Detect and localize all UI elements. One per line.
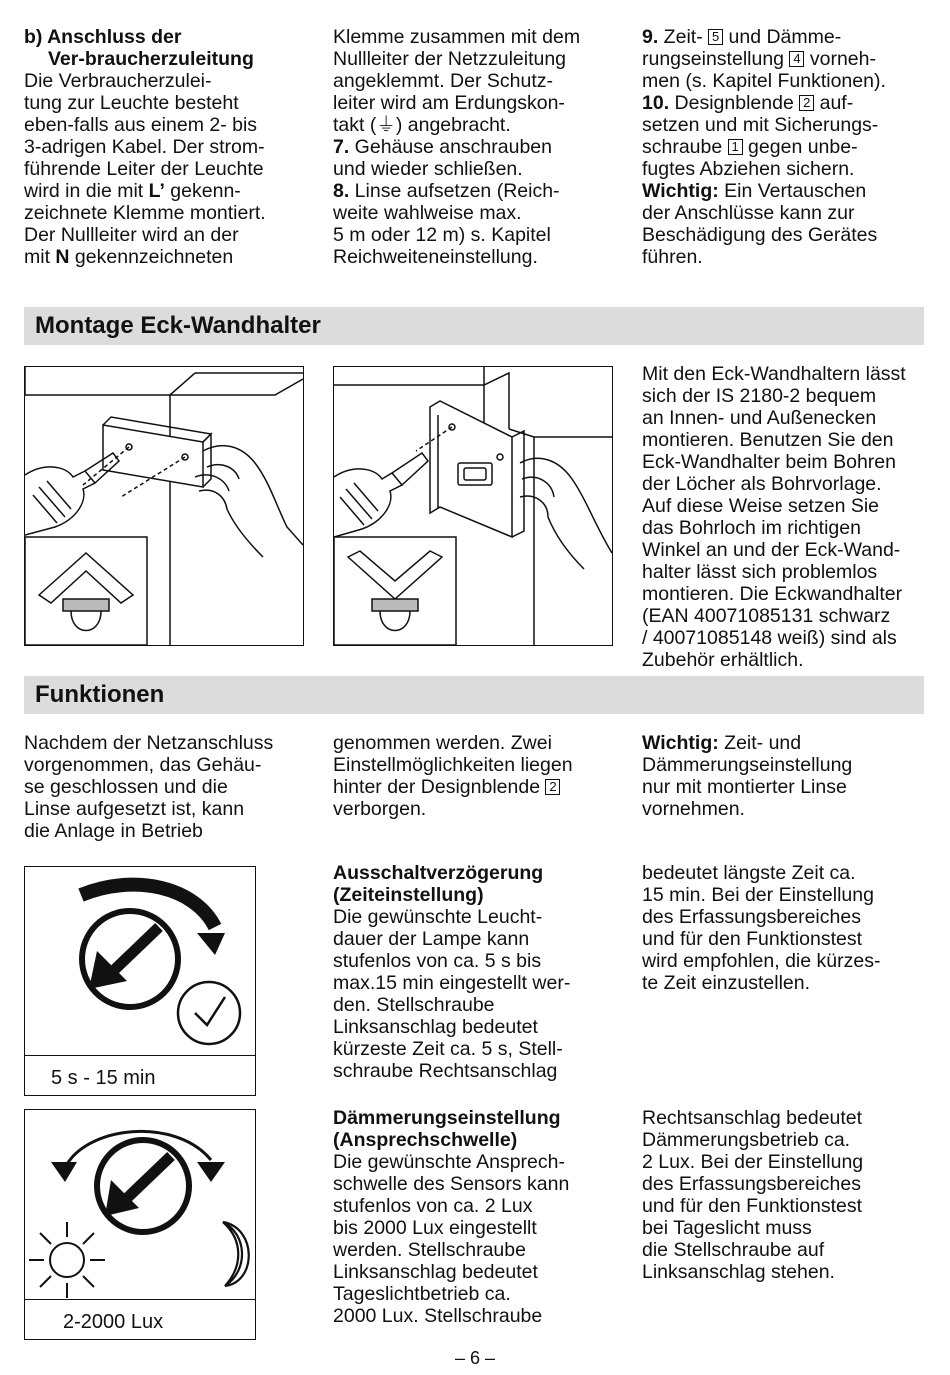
text-line: der Löcher als Bohrvorlage. xyxy=(642,473,882,495)
connection-heading-line1: b) Anschluss der xyxy=(24,26,182,48)
clock-icon xyxy=(178,982,240,1044)
text-line xyxy=(333,776,623,798)
lux-range-caption xyxy=(25,1299,255,1339)
functions-column-3 xyxy=(642,732,932,820)
text-line: 2000 Lux. Stellschraube xyxy=(333,1305,543,1327)
step-number: 7. xyxy=(333,136,350,158)
text-line: leiter wird am Erdungskon- xyxy=(333,92,565,114)
text-line: angeklemmt. Der Schutz- xyxy=(333,70,553,92)
terminal-n-mark: N xyxy=(55,246,70,268)
text-line: 5 m oder 12 m) s. Kapitel xyxy=(333,224,551,246)
callout-box-2: 2 xyxy=(799,95,814,111)
text-fragment: Linse aufsetzen (Reich- xyxy=(349,180,560,202)
top-column-2 xyxy=(333,26,623,268)
text-line xyxy=(24,180,314,202)
step-9 xyxy=(642,26,932,48)
page-number: – 6 – xyxy=(454,1348,496,1368)
text-line: Der Nullleiter wird an der xyxy=(24,224,239,246)
twilight-heading-line2: (Ansprechschwelle) xyxy=(333,1129,518,1151)
text-line: Beschädigung des Gerätes xyxy=(642,224,878,246)
text-line: Linse aufgesetzt ist, kann xyxy=(24,798,245,820)
drill-mount-inner-corner-icon xyxy=(333,366,613,646)
text-line: bei Tageslicht muss xyxy=(642,1217,812,1239)
text-line: stufenlos von ca. 2 Lux xyxy=(333,1195,533,1217)
text-line: und für den Funktionstest xyxy=(642,928,863,950)
text-line: montieren. Die Eckwandhalter xyxy=(642,583,903,605)
time-range-caption xyxy=(25,1055,255,1095)
text-line: werden. Stellschraube xyxy=(333,1239,526,1261)
connection-heading-line2: Ver-braucherzuleitung xyxy=(48,48,254,70)
text-line xyxy=(642,48,932,70)
text-line: (EAN 40071085131 schwarz xyxy=(642,605,891,627)
text-line: Zubehör erhältlich. xyxy=(642,649,804,671)
text-fragment: und Dämme- xyxy=(723,26,842,48)
callout-box-5: 5 xyxy=(708,29,723,45)
text-line: Linksanschlag bedeutet xyxy=(333,1261,538,1283)
time-range-value: 5 s - 15 min xyxy=(51,1067,156,1089)
text-line: 15 min. Bei der Einstellung xyxy=(642,884,874,906)
lux-range-value: 2-2000 Lux xyxy=(63,1311,164,1333)
top-column-1 xyxy=(24,26,314,268)
text-fragment: rungseinstellung xyxy=(642,48,790,70)
text-line: Die gewünschte Ansprech- xyxy=(333,1151,565,1173)
step-number: 9. xyxy=(642,26,659,48)
text-line: halter lässt sich problemlos xyxy=(642,561,878,583)
twilight-setting-figure xyxy=(24,1109,256,1340)
text-line: nur mit montierter Linse xyxy=(642,776,847,798)
functions-column-2 xyxy=(333,732,623,820)
text-line: vorgenommen, das Gehäu- xyxy=(24,754,262,776)
step-10 xyxy=(642,92,932,114)
section-title-mounting: Montage Eck-Wandhalter xyxy=(35,312,321,339)
text-fragment: vorneh- xyxy=(804,48,876,70)
text-line: Eck-Wandhalter beim Bohren xyxy=(642,451,896,473)
text-line: Winkel an und der Eck-Wand- xyxy=(642,539,901,561)
sun-icon xyxy=(29,1222,105,1298)
text-line: te Zeit einzustellen. xyxy=(642,972,811,994)
text-line: setzen und mit Sicherungs- xyxy=(642,114,879,136)
callout-box-1: 1 xyxy=(728,139,743,155)
text-line: men (s. Kapitel Funktionen). xyxy=(642,70,886,92)
text-line: Reichweiteneinstellung. xyxy=(333,246,538,268)
text-line: des Erfassungsbereiches xyxy=(642,1173,861,1195)
text-line: schraube Rechtsanschlag xyxy=(333,1060,558,1082)
twilight-heading-line1: Dämmerungseinstellung xyxy=(333,1107,561,1129)
text-line: se geschlossen und die xyxy=(24,776,228,798)
text-line: Linksanschlag stehen. xyxy=(642,1261,835,1283)
text-line: führen. xyxy=(642,246,703,268)
text-fragment: gegen unbe- xyxy=(742,136,858,158)
text-line: wird empfohlen, die kürzes- xyxy=(642,950,881,972)
text-line: der Anschlüsse kann zur xyxy=(642,202,855,224)
text-line: Nachdem der Netzanschluss xyxy=(24,732,274,754)
text-line: genommen werden. Zwei xyxy=(333,732,552,754)
text-line: verborgen. xyxy=(333,798,427,820)
section-band-mounting xyxy=(24,307,924,345)
text-line: die Stellschraube auf xyxy=(642,1239,825,1261)
moon-icon xyxy=(223,1222,249,1286)
time-setting-figure xyxy=(24,866,256,1096)
text-line: Dämmerungseinstellung xyxy=(642,754,853,776)
warning-line xyxy=(642,732,932,754)
step-number: 8. xyxy=(333,180,350,202)
text-line: weite wahlweise max. xyxy=(333,202,522,224)
warning-label: Wichtig: xyxy=(642,732,719,754)
text-line: bis 2000 Lux eingestellt xyxy=(333,1217,537,1239)
text-line: eben-falls aus einem 2- bis xyxy=(24,114,258,136)
text-line: Tageslichtbetrieb ca. xyxy=(333,1283,511,1305)
text-fragment: auf- xyxy=(814,92,854,114)
section-band-functions xyxy=(24,676,924,714)
text-line: Dämmerungsbetrieb ca. xyxy=(642,1129,851,1151)
text-line: dauer der Lampe kann xyxy=(333,928,530,950)
text-line xyxy=(24,246,314,268)
twilight-knob-icon xyxy=(25,1110,255,1300)
text-line: und wieder schließen. xyxy=(333,158,523,180)
time-setting-text-cont xyxy=(642,862,932,994)
step-8 xyxy=(333,180,623,202)
text-line: des Erfassungsbereiches xyxy=(642,906,861,928)
step-number: 10. xyxy=(642,92,670,114)
text-line: Die Verbraucherzulei- xyxy=(24,70,212,92)
text-line: Klemme zusammen mit dem xyxy=(333,26,581,48)
twilight-setting-text xyxy=(333,1107,623,1327)
time-heading-line2: (Zeiteinstellung) xyxy=(333,884,484,906)
text-line: 3-adrigen Kabel. Der strom- xyxy=(24,136,265,158)
text-line: fugtes Abziehen sichern. xyxy=(642,158,855,180)
text-fragment: Ein Vertauschen xyxy=(718,180,867,202)
text-fragment: gekenn- xyxy=(164,180,241,202)
text-line: tung zur Leuchte besteht xyxy=(24,92,239,114)
text-line: bedeutet längste Zeit ca. xyxy=(642,862,856,884)
text-line: das Bohrloch im richtigen xyxy=(642,517,861,539)
text-fragment: gekennzeichneten xyxy=(69,246,234,268)
text-line: Mit den Eck-Wandhaltern lässt xyxy=(642,363,906,385)
step-7 xyxy=(333,136,623,158)
twilight-setting-text-cont xyxy=(642,1107,932,1283)
text-line: und für den Funktionstest xyxy=(642,1195,863,1217)
warning-label: Wichtig: xyxy=(642,180,719,202)
text-line: stufenlos von ca. 5 s bis xyxy=(333,950,542,972)
text-line: schwelle des Sensors kann xyxy=(333,1173,570,1195)
text-fragment: mit xyxy=(24,246,56,268)
text-line: Auf diese Weise setzen Sie xyxy=(642,495,880,517)
time-knob-icon xyxy=(25,867,255,1055)
time-setting-text xyxy=(333,862,623,1082)
text-line: max.15 min eingestellt wer- xyxy=(333,972,571,994)
text-line: führende Leiter der Leuchte xyxy=(24,158,264,180)
terminal-l-mark: L’ xyxy=(148,180,165,202)
text-fragment: hinter der Designblende xyxy=(333,776,546,798)
text-line: die Anlage in Betrieb xyxy=(24,820,203,842)
text-line: Nullleiter der Netzzuleitung xyxy=(333,48,567,70)
text-line xyxy=(642,136,932,158)
text-fragment: wird in die mit xyxy=(24,180,149,202)
warning-line xyxy=(642,180,932,202)
section-title-functions: Funktionen xyxy=(35,681,165,708)
text-line: an Innen- und Außenecken xyxy=(642,407,877,429)
top-column-3 xyxy=(642,26,932,268)
text-line: zeichnete Klemme montiert. xyxy=(24,202,266,224)
time-heading-line1: Ausschaltverzögerung xyxy=(333,862,544,884)
functions-column-1 xyxy=(24,732,314,842)
text-line: Einstellmöglichkeiten liegen xyxy=(333,754,573,776)
text-line: den. Stellschraube xyxy=(333,994,495,1016)
text-fragment: Designblende xyxy=(669,92,800,114)
text-line: vornehmen. xyxy=(642,798,745,820)
text-line: montieren. Benutzen Sie den xyxy=(642,429,894,451)
drill-mount-outer-corner-icon xyxy=(24,366,304,646)
text-fragment: schraube xyxy=(642,136,728,158)
text-fragment: Gehäuse anschrauben xyxy=(349,136,552,158)
text-line: sich der IS 2180-2 bequem xyxy=(642,385,877,407)
text-line: Linksanschlag bedeutet xyxy=(333,1016,538,1038)
text-line: Rechtsanschlag bedeutet xyxy=(642,1107,863,1129)
text-line: Die gewünschte Leucht- xyxy=(333,906,543,928)
text-fragment: Zeit- und xyxy=(718,732,802,754)
mounting-text xyxy=(642,363,942,671)
callout-box-2: 2 xyxy=(545,779,560,795)
text-line: kürzeste Zeit ca. 5 s, Stell- xyxy=(333,1038,563,1060)
text-line: / 40071085148 weiß) sind als xyxy=(642,627,897,649)
text-line: 2 Lux. Bei der Einstellung xyxy=(642,1151,864,1173)
text-fragment: Zeit- xyxy=(658,26,709,48)
callout-box-4: 4 xyxy=(789,51,804,67)
text-line: takt (⏚) angebracht. xyxy=(333,114,511,136)
